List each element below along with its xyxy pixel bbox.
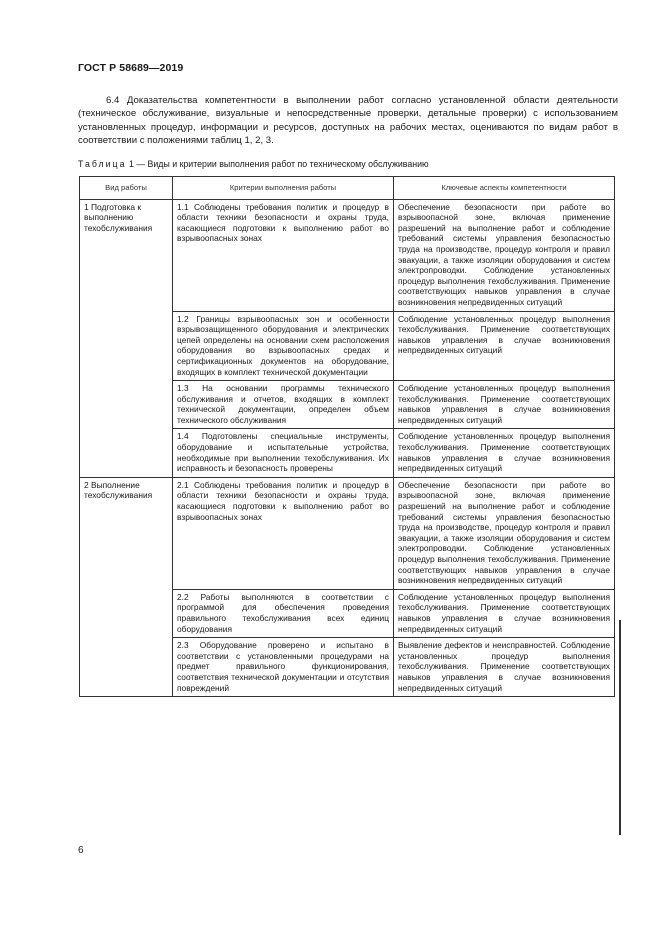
table-header-row (80, 177, 615, 200)
criteria-cell: 2.1 Соблюдены требования политик и процедур в области техники безопасности и охраны труда, касающиеся подготовки к выполнению работ во взрывоопасных зонах (173, 477, 394, 589)
aspects-cell: Соблюдение установленных процедур выполнения техобслуживания. Применение соответствующих навыков управления в случае возникновения непредвиденных ситуаций (394, 589, 615, 637)
work-type-cell: 1 Подготовка к выполнению техобслуживания (80, 199, 173, 477)
criteria-cell: 2.2 Работы выполняются в соответствии с программой для обеспечения проведения правильного техобслуживания всех единиц оборудования (173, 589, 394, 637)
change-bar (619, 620, 621, 835)
table-caption-label: Таблица (78, 159, 127, 169)
criteria-cell: 2.3 Оборудование проверено и испытано в соответствии с установленными процедурами на предмет правильного функционирования, соответствия технической документации и отсутствия повреждений (173, 638, 394, 697)
aspects-cell: Соблюдение установленных процедур выполнения техобслуживания. Применение соответствующих навыков управления в случае возникновения непредвиденных ситуаций (394, 311, 615, 381)
table-caption-text: 1 — Виды и критерии выполнения работ по техническому обслуживанию (128, 159, 429, 169)
aspects-cell: Обеспечение безопасности при работе во взрывоопасной зоне, включая применение разрешений на выполнение работ и соблюдение требований системы управления безопасностью труда на производстве, процедур контроля и правил эвакуации, а также изоляции оборудования и систем электропроводки. Соблюдение установленных процедур выполнения техобслуживания. Применение соответствующих навыков управления в случае возникновения непредвиденных ситуаций (394, 199, 615, 311)
aspects-cell: Обеспечение безопасности при работе во взрывоопасной зоне, включая применение разрешений на выполнение работ и соблюдение требований системы управления безопасностью труда на производстве, процедур контроля и правил эвакуации, а также изоляции оборудования и систем электропроводки. Соблюдение установленных процедур выполнения техобслуживания. Применение соответствующих навыков управления в случае возникновения непредвиденных ситуаций (394, 477, 615, 589)
col-header-work-type: Вид работы (80, 177, 173, 200)
intro-section (78, 94, 618, 148)
page-number: 6 (78, 845, 84, 856)
table-row (80, 477, 615, 589)
document-header: ГОСТ Р 58689—2019 (78, 62, 184, 74)
table-caption (78, 159, 429, 169)
col-header-criteria: Критерии выполнения работы (173, 177, 394, 200)
aspects-cell: Выявление дефектов и неисправностей. Соблюдение установленных процедур выполнения техобслуживания. Применение соответствующих навыков управления в случае возникновения непредвиденных ситуаций (394, 638, 615, 697)
intro-paragraph: 6.4 Доказательства компетентности в выполнении работ согласно установленной области деятельности (техническое обслуживание, визуальные и непосредственные проверки, детальные проверки) с использованием установленных процедур, информации и ресурсов, доступных на рабочих местах, оцениваются по видам работ в соответствии с положениями таблиц 1, 2, 3. (78, 95, 618, 147)
criteria-cell: 1.1 Соблюдены требования политик и процедур в области техники безопасности и охраны труда, касающиеся подготовки к выполнению работ во взрывоопасных зонах (173, 199, 394, 311)
criteria-cell: 1.4 Подготовлены специальные инструменты, оборудование и испытательные устройства, необходимые при выполнении техобслуживания. Их исправность и безопасность проверены (173, 429, 394, 477)
col-header-aspects: Ключевые аспекты компетентности (394, 177, 615, 200)
work-criteria-table (79, 176, 615, 697)
criteria-cell: 1.3 На основании программы технического обслуживания и отчетов, входящих в комплект технической документации, определен объем технического обслуживания (173, 381, 394, 429)
table-row (80, 199, 615, 311)
aspects-cell: Соблюдение установленных процедур выполнения техобслуживания. Применение соответствующих навыков управления в случае возникновения непредвиденных ситуаций (394, 381, 615, 429)
aspects-cell: Соблюдение установленных процедур выполнения техобслуживания. Применение соответствующих навыков управления в случае возникновения непредвиденных ситуаций (394, 429, 615, 477)
criteria-cell: 1.2 Границы взрывоопасных зон и особенности взрывозащищенного оборудования и электрических цепей определены на основании схем расположения оборудования во взрывоопасных средах и сертификационных документов на оборудование, входящих в комплект технической документации (173, 311, 394, 381)
work-type-cell: 2 Выполнение техобслуживания (80, 477, 173, 696)
